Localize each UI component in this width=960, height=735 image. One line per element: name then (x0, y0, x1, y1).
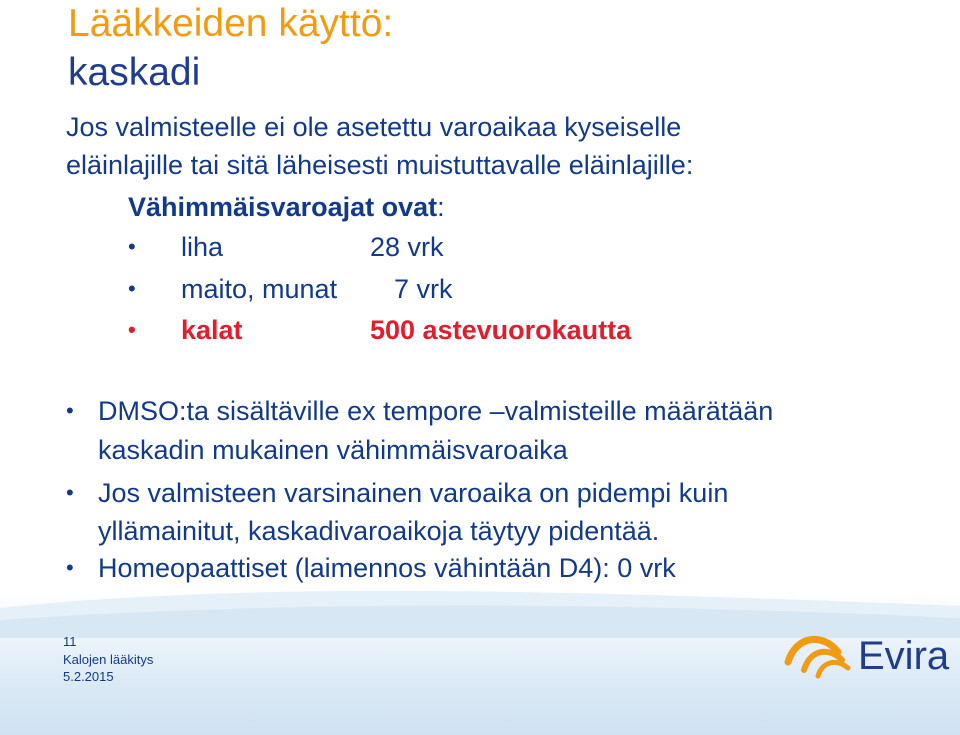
bullet-text-line: DMSO:ta sisältäville ex tempore –valmisteille määrätään (98, 396, 774, 426)
intro-line-1: Jos valmisteelle ei ole asetettu varoaikaa kyseiselle (66, 112, 682, 142)
minimum-item-label: kalat (181, 315, 243, 345)
minimums-heading (128, 190, 445, 224)
bullet-icon: • (66, 398, 74, 423)
evira-logo-text: Evira (858, 634, 950, 678)
minimum-item-value: 28 vrk (370, 232, 444, 262)
bullet-icon: • (128, 234, 136, 259)
intro-line-2: eläinlajille tai sitä läheisesti muistuttavalle eläinlajille: (66, 150, 694, 180)
slide-title-line-1: Lääkkeiden käyttö: (68, 2, 394, 45)
page-number: 11 (63, 634, 77, 649)
bullet-icon: • (128, 276, 136, 301)
footer-subject: Kalojen lääkitys (63, 652, 154, 667)
bullet-text-line: kaskadin mukainen vähimmäisvaroaika (98, 435, 568, 465)
bullet-text-line: Homeopaattiset (laimennos vähintään D4): 0 vrk (98, 553, 676, 583)
minimum-item-label: liha (181, 232, 224, 262)
minimum-item-value: 500 astevuorokautta (370, 315, 632, 345)
minimum-item-value: 7 vrk (394, 274, 453, 304)
bullet-icon: • (66, 555, 74, 580)
minimums-heading-colon: : (437, 192, 445, 222)
slide-title-line-2: kaskadi (68, 51, 201, 94)
footer-date: 5.2.2015 (63, 669, 114, 684)
bullet-icon: • (128, 317, 136, 342)
bullet-icon: • (66, 480, 74, 505)
bullet-text-line: Jos valmisteen varsinainen varoaika on pidempi kuin (98, 478, 729, 508)
minimum-item-label: maito, munat (181, 274, 338, 304)
minimums-heading-text: Vähimmäisvaroajat ovat (128, 192, 438, 222)
bullet-text-line: yllämainitut, kaskadivaroaikoja täytyy pidentää. (98, 516, 660, 546)
